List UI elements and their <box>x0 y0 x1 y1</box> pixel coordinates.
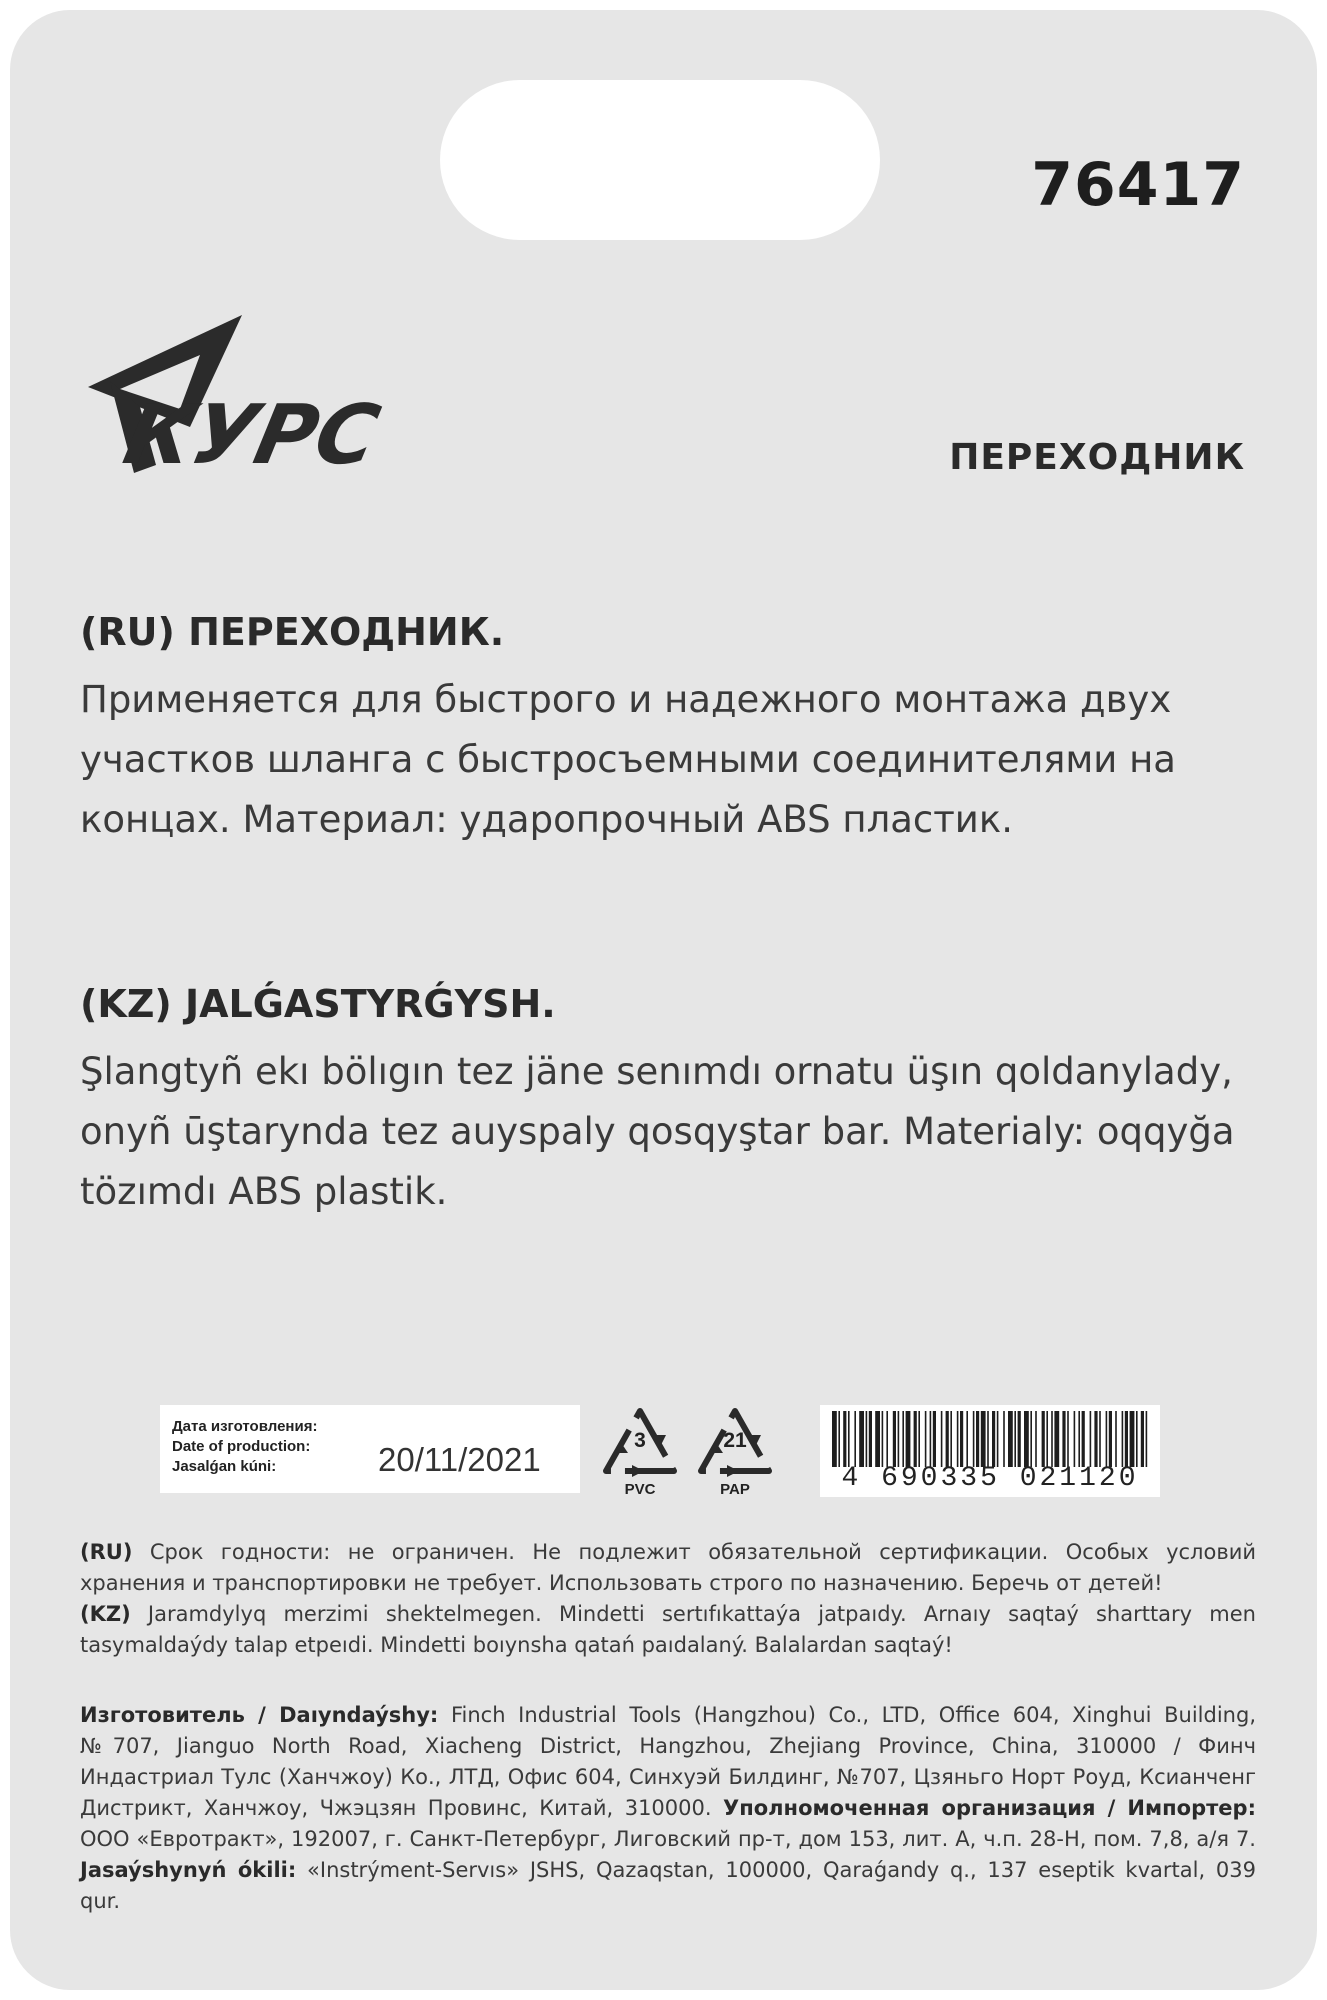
barcode-bar <box>957 1411 959 1467</box>
barcode-bar <box>930 1411 932 1467</box>
barcode-bar <box>882 1411 884 1467</box>
barcode-bar <box>1030 1411 1032 1467</box>
agent-text: «Instrýment-Servıs» JSHS, Qazaqstan, 100000, Qaraǵandy q., 137 eseptik kvartal, 039 qur. <box>80 1858 1256 1913</box>
barcode-bar <box>1082 1411 1085 1467</box>
description-kz <box>80 980 1260 1222</box>
barcode-bar <box>1014 1411 1016 1467</box>
barcode-bar <box>906 1411 911 1467</box>
agent-label: Jasaýshynyń ókili: <box>80 1858 297 1882</box>
barcode-bar <box>966 1411 968 1467</box>
recycle-code: PVC <box>624 1481 656 1498</box>
maker-label: Изготовитель / Daıyndaýshy: <box>80 1703 439 1727</box>
storage-info-kz <box>80 1599 1256 1661</box>
barcode-bar <box>854 1411 856 1467</box>
date-label-en: Date of production: <box>172 1438 311 1455</box>
storage-ru-tag: (RU) <box>80 1540 133 1564</box>
barcode-bar <box>976 1411 979 1467</box>
storage-kz-tag: (KZ) <box>80 1602 131 1626</box>
barcode-bar <box>886 1411 888 1467</box>
barcode-bar <box>914 1411 917 1467</box>
barcode-bar <box>1094 1411 1097 1467</box>
manufacturer-info <box>80 1700 1256 1917</box>
barcode-bar <box>838 1411 840 1467</box>
barcode-bar <box>1125 1411 1128 1467</box>
storage-info-ru <box>80 1537 1256 1599</box>
product-name: ПЕРЕХОДНИК <box>949 437 1245 478</box>
barcode-bar <box>918 1411 920 1467</box>
barcode-bar <box>869 1411 872 1467</box>
barcode-bar <box>843 1411 846 1467</box>
manufacturer-paragraph <box>80 1700 1256 1917</box>
recycle-icon-pap <box>695 1405 775 1505</box>
importer-label: Уполномоченная организация / Импортер: <box>723 1796 1256 1820</box>
brand-logo-text: КУРС <box>116 386 388 483</box>
barcode-bar <box>1042 1411 1045 1467</box>
barcode-bar <box>1122 1411 1124 1467</box>
barcode-bar <box>992 1411 995 1467</box>
storage-kz-text: Jaramdylyq merzimi shektelmegen. Mindetti sertıfıkattaýa jatpaıdy. Arnaıy saqtaý sharttary men tasymaldaýdy talap etpeıdi. Mindetti boıynsha qatań paıdalaný. Balalardan saqtaý! <box>80 1602 1256 1657</box>
barcode-bar <box>1003 1411 1005 1467</box>
description-ru-text: Применяется для быстрого и надежного монтажа двух участков шланга с быстросъемными соединителями на концах. Материал: ударопрочный ABS пластик. <box>80 678 1176 841</box>
barcode-bar <box>973 1411 975 1467</box>
storage-info <box>80 1537 1256 1661</box>
barcode-bar <box>946 1411 949 1467</box>
barcode-bar <box>832 1411 837 1467</box>
barcode-bar <box>981 1411 986 1467</box>
product-card <box>10 10 1317 1990</box>
production-date-labels <box>172 1417 317 1477</box>
date-label-ru: Дата изготовления: <box>172 1418 318 1435</box>
recycle-number: 21 <box>723 1429 747 1452</box>
barcode-bar <box>997 1411 999 1467</box>
production-date-box <box>160 1405 580 1493</box>
barcode-bar <box>1090 1411 1092 1467</box>
barcode-bar <box>1046 1411 1048 1467</box>
description-ru-heading: (RU) ПЕРЕХОДНИК. <box>80 610 505 654</box>
production-info-row <box>160 1405 1160 1505</box>
production-date-value: 20/11/2021 <box>378 1441 541 1478</box>
barcode-bar <box>1024 1411 1029 1467</box>
barcode-bar <box>1062 1411 1065 1467</box>
barcode-bar <box>1141 1411 1144 1467</box>
barcode-bar <box>898 1411 900 1467</box>
barcode-bar <box>941 1411 943 1467</box>
barcode-bar <box>987 1411 989 1467</box>
barcode-bar <box>893 1411 896 1467</box>
barcode-bar <box>1008 1411 1013 1467</box>
barcode-bar <box>950 1411 952 1467</box>
barcode-bar <box>1051 1411 1053 1467</box>
barcode-bar <box>960 1411 963 1467</box>
recycle-code: PAP <box>720 1481 750 1498</box>
barcode-bar <box>1074 1411 1076 1467</box>
barcode <box>820 1405 1160 1497</box>
article-number: 76417 <box>1031 150 1245 220</box>
barcode-bar <box>1115 1411 1117 1467</box>
barcode-bar <box>1035 1411 1037 1467</box>
barcode-bar <box>859 1411 864 1467</box>
barcode-digits: 4 690335 021120 <box>841 1463 1139 1494</box>
brand-logo <box>80 315 440 485</box>
maker-text: Finch Industrial Tools (Hangzhou) Co., LTD, Office 604, Xinghui Building, №707, Jianguo North Road, Xiacheng District, Hangzhou, Zhejiang Province, China, 310000 / Финч Индастриал Тулс (Ханчжоу) Ко., ЛТД, Офис 604, Синхуэй Билдинг, №707, Цзяньго Норт Роуд, Ксианченг Дистрикт, Ханчжоу, Чжэцзян Провинс, Китай, 310000. <box>80 1703 1256 1820</box>
hang-hole <box>440 80 880 240</box>
barcode-bar <box>1067 1411 1069 1467</box>
barcode-bar <box>925 1411 927 1467</box>
description-ru <box>80 608 1260 850</box>
date-label-kz: Jasalǵan kúni: <box>172 1458 277 1475</box>
barcode-bar <box>1099 1411 1101 1467</box>
barcode-bar <box>875 1411 880 1467</box>
barcode-bar <box>933 1411 936 1467</box>
barcode-bar <box>1078 1411 1080 1467</box>
barcode-bar <box>848 1411 850 1467</box>
storage-ru-text: Срок годности: не ограничен. Не подлежит обязательной сертификации. Особых условий хранения и транспортировки не требует. Использовать строго по назначению. Беречь от детей! <box>80 1540 1256 1595</box>
barcode-bars <box>830 1411 1150 1467</box>
barcode-bar <box>1130 1411 1135 1467</box>
barcode-bar <box>1109 1411 1112 1467</box>
barcode-bar <box>1018 1411 1021 1467</box>
importer-text: ООО «Евротракт», 192007, г. Санкт-Петербург, Лиговский пр-т, дом 153, лит. А, ч.п. 28-Н, пом. 7,8, а/я 7. <box>80 1827 1256 1851</box>
barcode-bar <box>1106 1411 1108 1467</box>
barcode-bar <box>1054 1411 1059 1467</box>
recycle-number: 3 <box>634 1429 646 1452</box>
recycle-icon-pvc <box>600 1405 680 1505</box>
barcode-bar <box>1136 1411 1138 1467</box>
barcode-bar <box>902 1411 904 1467</box>
barcode-bar <box>1146 1411 1148 1467</box>
description-kz-text: Şlangtyñ ekı bölıgın tez jäne senımdı ornatu üşın qoldanylady, onyñ ūştarynda tez auyspaly qosqyştar bar. Materialy: oqqyğa tözımdı ABS plastik. <box>80 1050 1235 1213</box>
barcode-bar <box>866 1411 868 1467</box>
description-kz-heading: (KZ) JALǴASTYRǴYSH. <box>80 982 556 1026</box>
